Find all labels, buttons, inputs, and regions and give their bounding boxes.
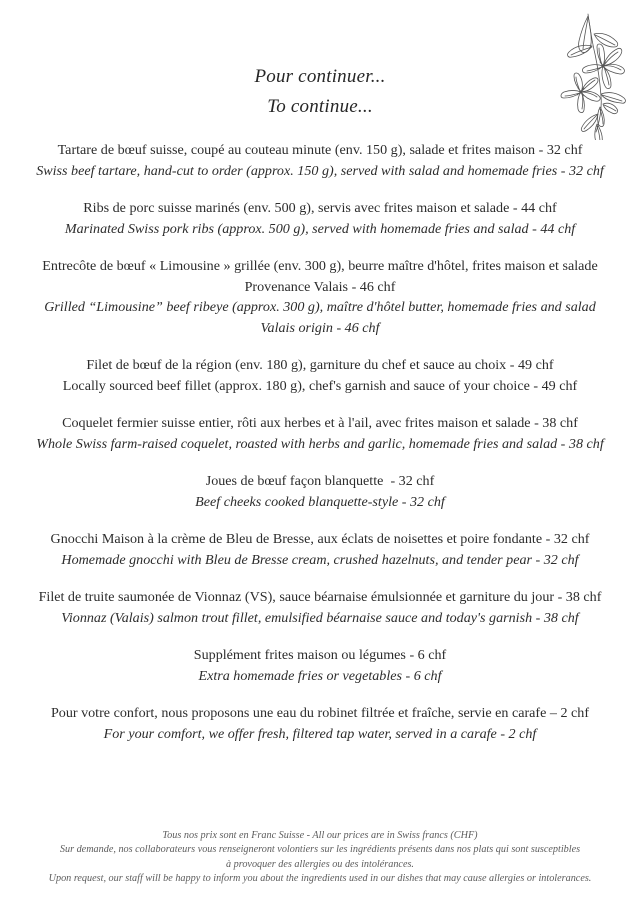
menu-item (14, 529, 626, 570)
footer-line: à provoquer des allergies ou des intolérances. (226, 858, 414, 870)
menu-item-line-fr: Pour votre confort, nous proposons une eau du robinet filtrée et fraîche, servie en carafe – 2 chf (50, 705, 590, 721)
menu-item-line-fr: Entrecôte de bœuf « Limousine » grillée (env. 300 g), beurre maître d'hôtel, frites maison et salade (42, 258, 598, 274)
menu-item-line-en: Beef cheeks cooked blanquette-style - 32 chf (195, 493, 445, 510)
menu-item-line-en: Whole Swiss farm-raised coquelet, roasted with herbs and garlic, homemade fries and salad - 38 chf (36, 435, 604, 452)
menu-item (14, 587, 626, 628)
menu-item (14, 471, 626, 512)
title-french: Pour continuer... (254, 66, 386, 87)
menu-item-line-en: Grilled “Limousine” beef ribeye (approx. 300 g), maître d'hôtel butter, homemade fries and salad (44, 299, 596, 315)
menu-item (14, 645, 626, 686)
menu-item-line-fr: Supplément frites maison ou légumes - 6 chf (193, 647, 447, 663)
menu-item-line-fr: Provenance Valais - 46 chf (244, 278, 396, 295)
footer-notes (0, 829, 640, 887)
menu-item-line-en: Extra homemade fries or vegetables - 6 chf (198, 667, 442, 684)
menu-item-line-fr: Filet de bœuf de la région (env. 180 g), garniture du chef et sauce au choix - 49 chf (86, 357, 554, 373)
menu-item (14, 355, 626, 396)
menu-item-line-fr: Filet de truite saumonée de Vionnaz (VS), sauce béarnaise émulsionnée et garniture du jour - 38 chf (38, 589, 602, 605)
menu-item-line-fr: Tartare de bœuf suisse, coupé au couteau minute (env. 150 g), salade et frites maison - 32 chf (57, 142, 583, 158)
menu-item-line-en: Vionnaz (Valais) salmon trout fillet, emulsified béarnaise sauce and today's garnish - 38 chf (61, 609, 579, 626)
footer-line: Tous nos prix sont en Franc Suisse - All our prices are in Swiss francs (CHF) (162, 829, 478, 841)
title-english: To continue... (267, 96, 373, 117)
page-title (0, 0, 640, 122)
menu-item (14, 413, 626, 454)
menu-item (14, 140, 626, 181)
menu-item-line-en: Marinated Swiss pork ribs (approx. 500 g), served with homemade fries and salad - 44 chf (64, 220, 576, 237)
menu-item (14, 256, 626, 338)
menu-item-line-fr: Gnocchi Maison à la crème de Bleu de Bresse, aux éclats de noisettes et poire fondante - 32 chf (50, 531, 590, 547)
menu-item (14, 198, 626, 239)
menu-item-line-fr: Ribs de porc suisse marinés (env. 500 g), servis avec frites maison et salade - 44 chf (83, 200, 557, 216)
menu-list (0, 140, 640, 744)
menu-item-line-en: For your comfort, we offer fresh, filtered tap water, served in a carafe - 2 chf (103, 725, 537, 742)
menu-item-line-fr: Joues de bœuf façon blanquette - 32 chf (205, 473, 435, 489)
menu-item (14, 703, 626, 744)
footer-line: Sur demande, nos collaborateurs vous renseigneront volontiers sur les ingrédients présents dans nos plats qui sont susceptibles (59, 844, 581, 856)
menu-item-line-en: Locally sourced beef fillet (approx. 180 g), chef's garnish and sauce of your choice - 49 chf (62, 377, 578, 394)
menu-item-line-fr: Coquelet fermier suisse entier, rôti aux herbes et à l'ail, avec frites maison et salade - 38 chf (62, 415, 578, 431)
footer-line: Upon request, our staff will be happy to inform you about the ingredients used in our dishes that may cause allergies or intolerances. (48, 873, 592, 885)
menu-item-line-en: Valais origin - 46 chf (260, 319, 380, 336)
menu-item-line-en: Swiss beef tartare, hand-cut to order (approx. 150 g), served with salad and homemade fries - 32 chf (36, 162, 604, 179)
menu-item-line-en: Homemade gnocchi with Bleu de Bresse cream, crushed hazelnuts, and tender pear - 32 chf (61, 551, 579, 568)
